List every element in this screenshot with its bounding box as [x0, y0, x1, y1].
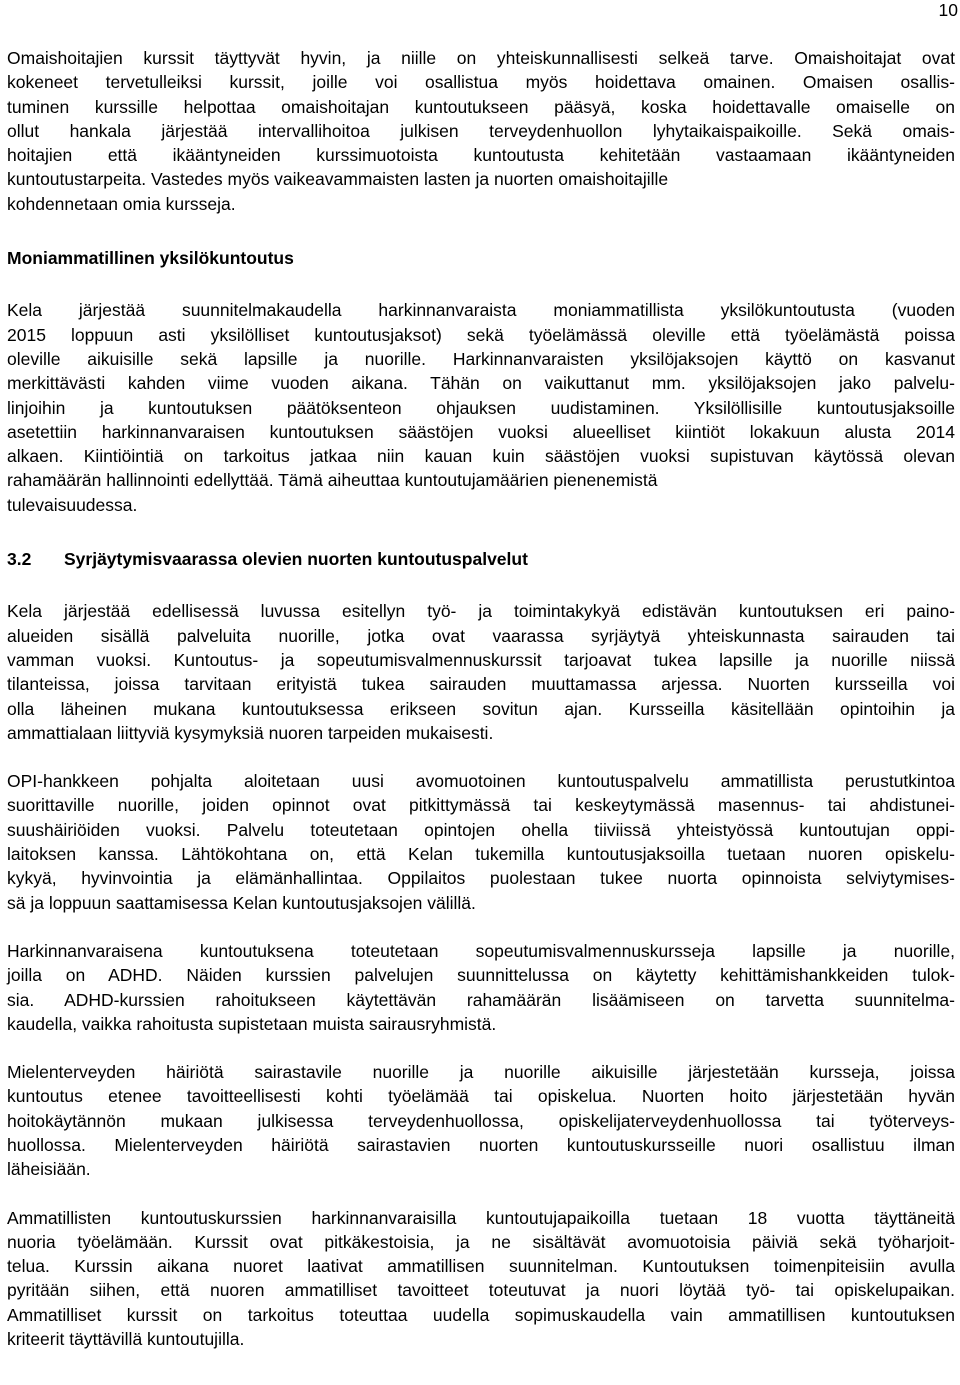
paragraph-nuoret — [7, 599, 955, 745]
text-line: alueiden sisällä palveluita nuorille, jotka ovat vaarassa syrjäytyä yhteiskunnasta sairauden tai — [7, 625, 955, 646]
text-line: kuntoutustarpeita. Vastedes myös vaikeavammaisten lasten ja nuorten omaishoitajille — [7, 169, 669, 190]
paragraph-opi-hanke — [7, 769, 955, 915]
text-line: vamman vuoksi. Kuntoutus- ja sopeutumisvalmennuskurssit tarjoavat tukea lapsille ja nuorille niissä — [7, 649, 955, 670]
text-line: hoitokäytännön mukaan julkisessa terveydenhuollossa, opiskelijaterveydenhuollossa tai työterveys- — [7, 1110, 955, 1131]
text-line: pyritään siihen, että nuoren ammatilliset tavoitteet toteutuvat ja nuori löytää työ- tai opiskelupaikan. — [7, 1280, 955, 1301]
text-line: olla läheinen mukana kuntoutuksessa erikseen sovitun ajan. Kursseilla käsitellään opintoihin ja — [7, 698, 955, 719]
text-line: 2015 loppuun asti yksilölliset kuntoutusjaksot) sekä työelämässä oleville että työelämästä poissa — [7, 324, 955, 345]
text-line: kaudella, vaikka rahoitusta supistetaan muista sairausryhmistä. — [7, 1013, 497, 1034]
paragraph-yksilokuntoutus — [7, 298, 955, 517]
text-line: kohdennetaan omia kursseja. — [7, 193, 236, 214]
text-line: tulevaisuudessa. — [7, 494, 138, 515]
text-line: alkaen. Kiintiöintiä on tarkoitus jatkaa niin kauan kuin säästöjen vuoksi supistuvan käytössä olevan — [7, 446, 955, 467]
text-line: Ammatilliset kurssit on tarkoitus toteuttaa uudella sopimuskaudella vain ammatillisen kuntoutuksen — [7, 1304, 955, 1325]
text-line: nuoria työelämään. Kurssit ovat pitkäkestoisia, ja ne sisältävät avomuotoisia päiviä sekä työharjoit- — [7, 1231, 955, 1252]
text-line: Kela järjestää suunnitelmakaudella harkinnanvaraista moniammatillista yksilökuntoutusta (vuoden — [7, 300, 955, 321]
text-line: OPI-hankkeen pohjalta aloitetaan uusi avomuotoinen kuntoutuspalvelu ammatillista perustutkintoa — [7, 771, 955, 792]
text-line: suorittaville nuorille, joiden opinnot ovat pitkittymässä tai keskeytymässä masennus- tai ahdistunei- — [7, 795, 955, 816]
text-line: Mielenterveyden häiriötä sairastavile nuorille ja nuorille aikuisille järjestetään kursseja, joissa — [7, 1062, 955, 1083]
text-line: Ammatillisten kuntoutuskurssien harkinnanvaraisilla kuntoutujapaikoilla tuetaan 18 vuotta täyttäneitä — [7, 1207, 955, 1228]
text-line: oleville aikuisille sekä lapsille ja nuorille. Harkinnanvaraisten yksilöjaksojen käyttö on kasvanut — [7, 348, 955, 369]
text-line: kokeneet tervetulleiksi kurssit, joille voi osallistua myös hoidettava omainen. Omaisen osallis- — [7, 72, 955, 93]
paragraph-ammatilliset — [7, 1206, 955, 1352]
paragraph-mielenterveys — [7, 1060, 955, 1181]
section-heading: Moniammatillinen yksilökuntoutus — [7, 248, 294, 269]
paragraph-omaishoitajat — [7, 46, 955, 216]
text-line: Kela järjestää edellisessä luvussa esitellyn työ- ja toimintakykyä edistävän kuntoutuksen eri paino- — [7, 601, 955, 622]
text-line: kriteerit täyttävillä kuntoutujilla. — [7, 1329, 245, 1350]
text-line: merkittävästi kahden viime vuoden aikana. Tähän on vaikuttanut mm. yksilöjaksojen jako palvelu- — [7, 373, 955, 394]
text-line: rahamäärän hallinnointi edellyttää. Tämä aiheuttaa kuntoutujamäärien pienenemistä — [7, 470, 658, 491]
text-line: kuntoutus etenee tavoitteellisesti kohti työelämää tai opiskelua. Nuorten hoito järjestetään hyvän — [7, 1086, 955, 1107]
chapter-heading — [7, 547, 955, 571]
text-line: sä ja loppuun saattamisessa Kelan kuntoutusjaksojen välillä. — [7, 892, 476, 913]
text-line: ollut hankala järjestää intervallihoitoa julkisen terveydenhuollon lyhytaikaispaikoille. Sekä omais- — [7, 120, 955, 141]
text-line: suushäiriöiden vuoksi. Palvelu toteutetaan opintojen ohella tiiviissä yhteistyössä kuntoutujan oppi- — [7, 819, 955, 840]
text-line: sia. ADHD-kurssien rahoitukseen käytettävän rahamäärän lisäämiseen on tarvetta suunnitelma- — [7, 989, 955, 1010]
text-line: joilla on ADHD. Näiden kurssien palvelujen suunnittelussa on käytetty kehittämishankkeiden tulok- — [7, 965, 955, 986]
text-line: huollossa. Mielenterveyden häiriötä sairastavien nuorten kuntoutuskursseille nuori osallistuu ilman — [7, 1134, 955, 1155]
text-line: asetettiin harkinnanvaraisen kuntoutuksen säästöjen vuoksi alueelliset kiintiöt lokakuun alusta 2014 — [7, 421, 955, 442]
paragraph-adhd — [7, 939, 955, 1036]
text-line: läheisiään. — [7, 1159, 91, 1180]
text-line: ammattialaan liittyviä kysymyksiä nuoren tarpeiden mukaisesti. — [7, 722, 494, 743]
document-body — [7, 46, 955, 1351]
text-line: Harkinnanvaraisena kuntoutuksena toteutetaan sopeutumisvalmennuskursseja lapsille ja nuorille, — [7, 940, 955, 961]
text-line: telua. Kurssin aikana nuoret laativat ammatillisen suunnitelman. Kuntoutuksen toimenpiteisiin avulla — [7, 1256, 955, 1277]
text-line: linjoihin ja kuntoutuksen päätöksenteon ohjauksen uudistaminen. Yksilöllisille kuntoutusjaksoille — [7, 397, 955, 418]
text-line: hoitajien että ikääntyneiden kurssimuotoista kuntoutusta kehitetään vastaamaan ikääntyneiden — [7, 145, 955, 166]
text-line: tilanteissa, joissa tarvitaan erityistä tukea sairauden muuttamassa arjessa. Nuorten kursseilla voi — [7, 674, 955, 695]
text-line: laitoksen kanssa. Lähtökohtana on, että Kelan tukemilla kuntoutusjaksoilla tuetaan nuoren opiskelu- — [7, 844, 955, 865]
chapter-title: Syrjäytymisvaarassa olevien nuorten kuntoutuspalvelut — [64, 549, 528, 570]
text-line: Omaishoitajien kurssit täyttyvät hyvin, ja niille on yhteiskunnallisesti selkeä tarve. Omaishoitajat ovat — [7, 48, 955, 68]
chapter-number: 3.2 — [7, 549, 32, 570]
page-number: 10 — [938, 0, 958, 20]
text-line: kykyä, hyvinvointia ja elämänhallintaa. Oppilaitos puolestaan tukee nuorta opinnoista selviytymises- — [7, 868, 955, 889]
text-line: tuminen kurssille helpottaa omaishoitajan kuntoutukseen pääsyä, koska hoidettavalle omaiselle on — [7, 96, 955, 117]
